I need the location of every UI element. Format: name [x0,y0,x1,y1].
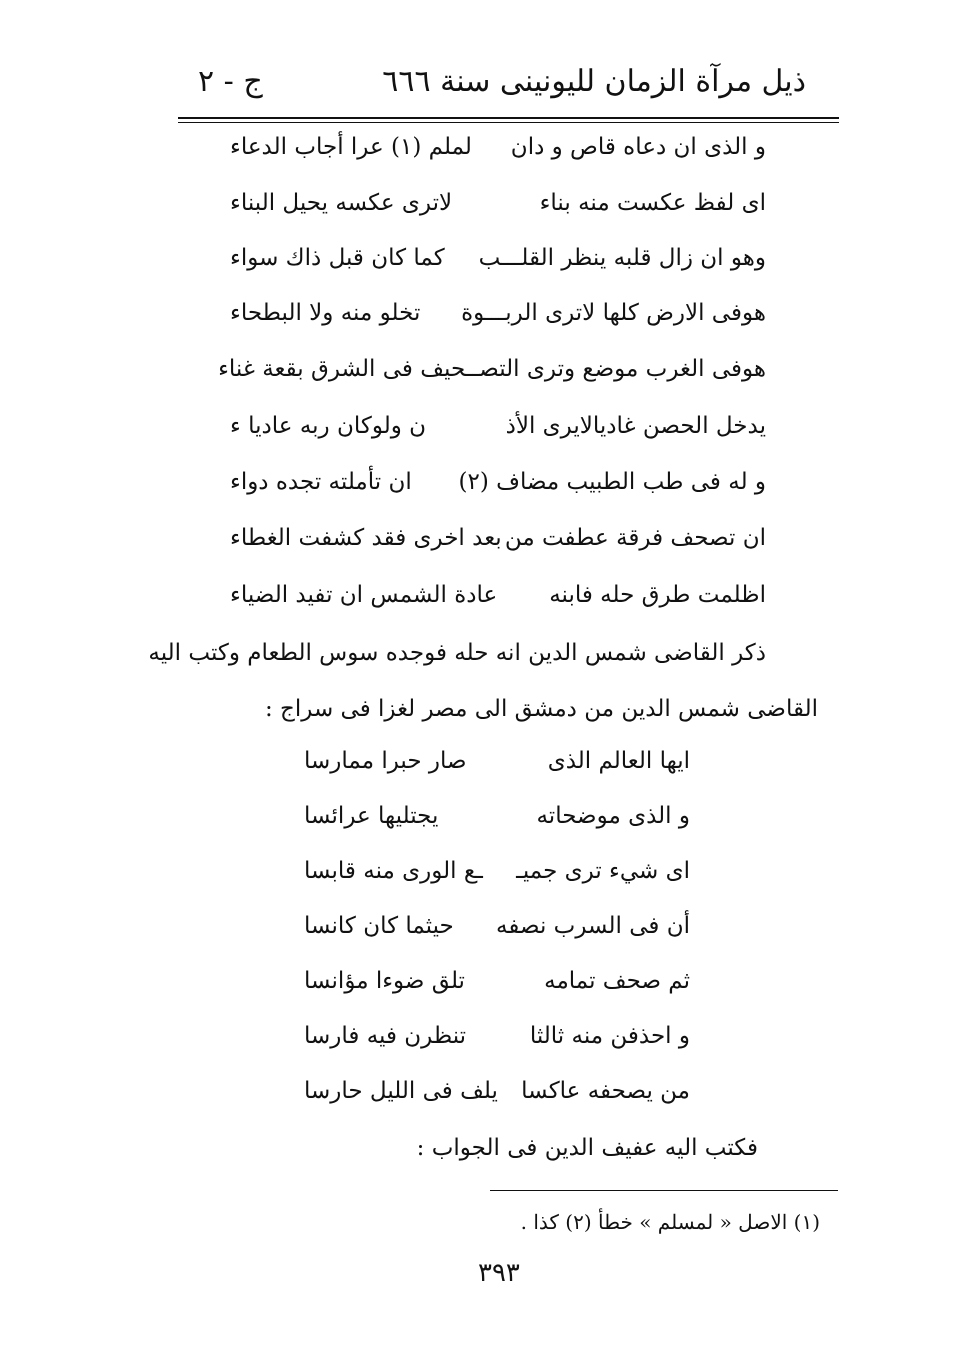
verse-first-half: ثم صحف تمامه [544,968,690,994]
verse-second-half: ـع الورى منه قابسا [304,858,483,884]
prose-line: القاضى شمس الدين من دمشق الى مصر لغزا فى سراج : [264,696,818,722]
prose-line: ذكر القاضى شمس الدين انه حله فوجده سوس الطعام وكتب اليه [148,640,766,666]
verse-first-half: اى شيء ترى جميـ [516,858,690,884]
verse-line [304,748,690,792]
verse-first-half: اظلمت طرق حله فابنه [549,582,766,608]
verse-first-half: ايها العالم الذى [547,748,690,774]
verse-first-half: من يصحفه عاكسا [521,1078,690,1104]
verse-line [304,1023,690,1067]
verse-second-half: بعد اخرى فقد كشفت الغطاء [230,525,502,551]
verse-first-half: و احذفن منه ثالثا [529,1023,690,1049]
header-rule-thick [178,117,839,119]
verse-line [304,803,690,847]
verse-second-half: تلق ضوءا مؤانسا [304,968,465,994]
verse-second-half: ـحيف فى الشرق بقعة غناء [218,356,473,382]
footnote-rule [490,1190,838,1191]
footnote: (١) الاصل « لمسلم » خطأ (٢) كذا . [520,1210,820,1234]
verse-line [304,1078,690,1122]
verse-first-half: يدخل الحصن غاديالايرى الأذ [505,413,766,439]
verse-line [230,582,766,626]
verse-second-half: يجتليها عرائسا [304,803,439,829]
verse-second-half: ن ولوكان ربه عاديا ء [230,413,427,439]
verse-first-half: و له فى طب الطبيب مضاف (٢) [458,469,766,495]
verse-first-half: هوفى الغرب موضع وترى التصـ [472,356,766,382]
running-header-volume: ج - ٢ [198,64,263,99]
verse-line [230,190,766,234]
verse-second-half: يلف فى الليل حارسا [304,1078,498,1104]
verse-line [304,858,690,902]
verse-line [230,134,766,178]
verse-second-half: لملم (١) عرا أجاب الدعاء [230,134,472,160]
verse-second-half: لاترى عكسه يحيل البناء [230,190,453,216]
verse-first-half: و الذى ان دعاه قاص و دان [510,134,766,160]
closing-line: فكتب اليه عفيف الدين فى الجواب : [416,1135,758,1161]
verse-line [230,525,766,569]
verse-first-half: و الذى موضحاته [536,803,690,829]
verse-second-half: تخلو منه ولا البطحاء [230,300,421,326]
verse-second-half: عادة الشمس ان تفيد الضياء [230,582,498,608]
verse-line [230,245,766,289]
verse-first-half: ان تصحف فرقة عطفت من [504,525,766,551]
verse-second-half: ان تأملته تجده دواء [230,469,412,495]
verse-line [304,913,690,957]
verse-line [230,300,766,344]
verse-first-half: وهو ان زال قلبه ينظر القلـــب [478,245,766,271]
header-rule-thin [178,122,839,123]
verse-line [230,469,766,513]
verse-line [230,413,766,457]
verse-line [218,356,766,400]
page-number: ٣٩٣ [478,1258,520,1288]
running-header-title: ذيل مرآة الزمان لليونينى سنة ٦٦٦ [382,64,806,99]
verse-first-half: هوفى الارض كلها لاترى الربـــوة [461,300,766,326]
verse-second-half: تنظرن فيه فارسا [304,1023,467,1049]
verse-second-half: صار حبرا ممارسا [304,748,467,774]
verse-second-half: حيثما كان كانسا [304,913,454,939]
verse-first-half: أن فى السرب نصفه [496,913,690,939]
verse-second-half: كما كان قبل ذاك سواء [230,245,445,271]
verse-line [304,968,690,1012]
verse-first-half: اى لفظ عكست منه بناء [539,190,766,216]
